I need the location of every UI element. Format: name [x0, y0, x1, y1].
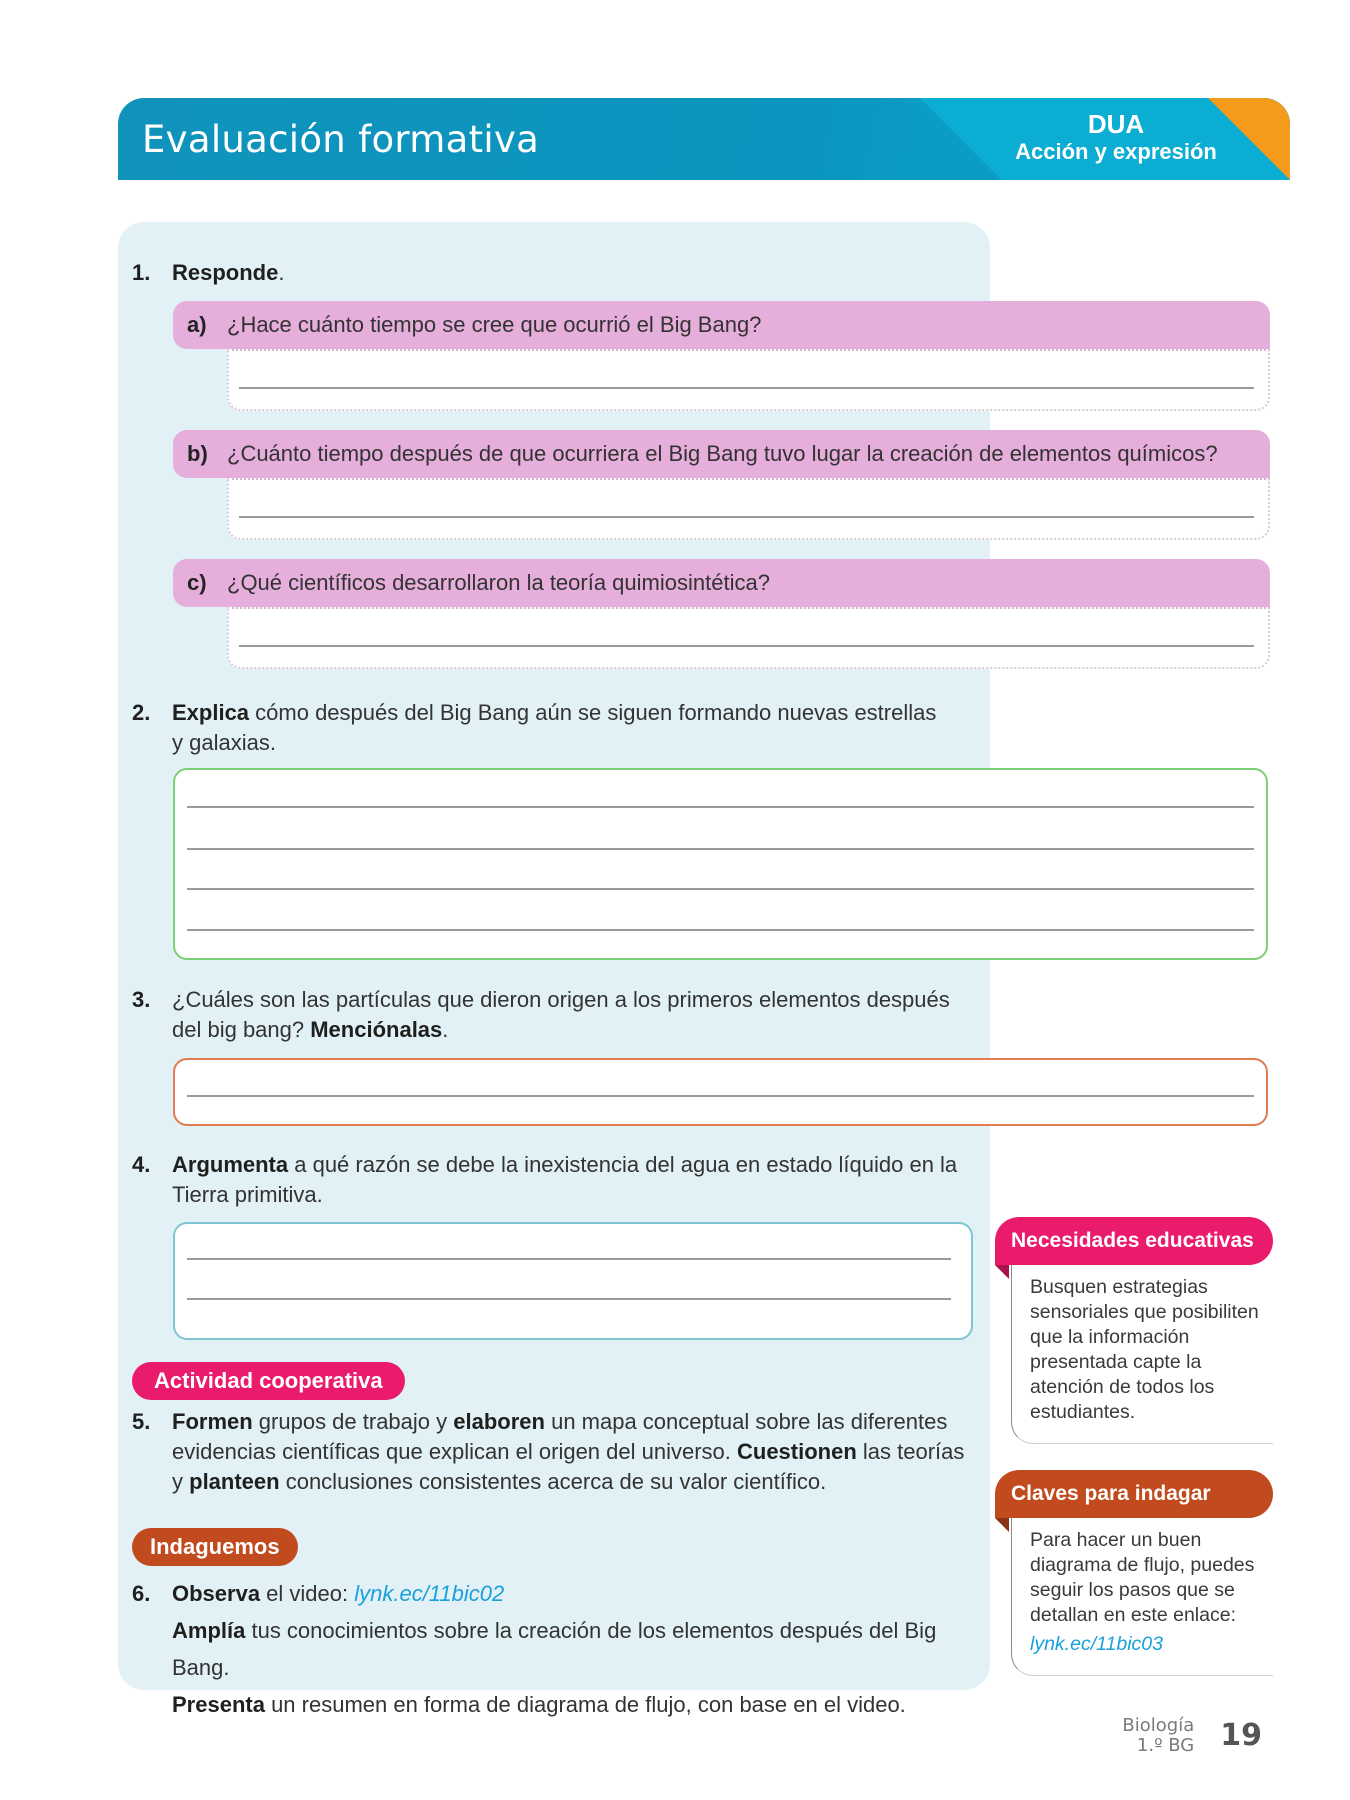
- card-fold: [995, 1518, 1009, 1532]
- answer-line: [187, 1298, 951, 1300]
- claves-para-indagar-card: [995, 1470, 1273, 1676]
- footer-subject: Biología 1.º BG: [1122, 1715, 1195, 1756]
- activity-cooperativa-pill: Actividad cooperativa: [132, 1362, 405, 1400]
- answer-box-c[interactable]: [227, 607, 1270, 669]
- page-number: 19: [1220, 1718, 1262, 1753]
- answer-line: [239, 516, 1254, 518]
- answer-line: [187, 929, 1254, 931]
- header-banner: [118, 98, 1290, 180]
- question-verb: Menciónalas: [310, 1017, 443, 1042]
- page-title: Evaluación formativa: [142, 118, 540, 161]
- card-body: Busquen estrategias sensoriales que posibiliten que la información presentada capte la atención de todos los estudiantes.: [1011, 1265, 1273, 1444]
- question-4: 4. Argumenta a qué razón se debe la inexistencia del agua en estado líquido en la Tierra primitiva.: [132, 1152, 958, 1207]
- question-number: 1.: [132, 260, 151, 285]
- answer-line: [239, 387, 1254, 389]
- answer-line: [187, 848, 1254, 850]
- answer-box-a[interactable]: [227, 349, 1270, 411]
- question-6: 6. Observa el video: lynk.ec/11bic02 Amplía tus conocimientos sobre la creación de los elementos después del Big Bang. Presenta un resumen en forma de diagrama de flujo, con base en el video.: [132, 1575, 992, 1685]
- question-number: 6.: [132, 1581, 151, 1606]
- indaguemos-pill: Indaguemos: [132, 1528, 298, 1566]
- question-verb: Responde: [172, 260, 279, 285]
- video-link[interactable]: lynk.ec/11bic02: [354, 1581, 505, 1606]
- answer-line: [239, 645, 1254, 647]
- answer-box-2[interactable]: [173, 768, 1268, 960]
- card-fold: [995, 1265, 1009, 1279]
- question-number: 5.: [132, 1409, 151, 1434]
- question-verb: Argumenta: [172, 1152, 289, 1177]
- subquestion-c: [173, 559, 1270, 607]
- subquestion-b: [173, 430, 1270, 478]
- answer-line: [187, 888, 1254, 890]
- dua-badge: [1006, 110, 1226, 166]
- dua-title: DUA: [1087, 109, 1145, 139]
- question-2: 2. Explica cómo después del Big Bang aún se siguen formando nuevas estrellas y galaxias.: [132, 700, 937, 755]
- card-title: Claves para indagar: [995, 1470, 1273, 1518]
- question-5: 5. Formen grupos de trabajo y elaboren un mapa conceptual sobre las diferentes evidencias científicas que explican el origen del universo. Cuestionen las teorías y planteen conclusiones consistentes acerca de su valor científico.: [132, 1409, 965, 1494]
- question-number: 2.: [132, 700, 151, 725]
- dua-subtitle: Acción y expresión: [1015, 139, 1217, 164]
- question-1: 1. Responde.: [132, 258, 932, 288]
- answer-line: [187, 1095, 1254, 1097]
- answer-box-4[interactable]: [173, 1222, 973, 1340]
- answer-box-3[interactable]: [173, 1058, 1268, 1126]
- answer-line: [187, 806, 1254, 808]
- answer-box-b[interactable]: [227, 478, 1270, 540]
- question-3: 3. ¿Cuáles son las partículas que dieron origen a los primeros elementos después del big bang? Menciónalas.: [132, 987, 950, 1042]
- question-verb: Explica: [172, 700, 250, 725]
- claves-link[interactable]: lynk.ec/11bic03: [1030, 1633, 1163, 1655]
- subquestion-letter: a): [187, 312, 207, 337]
- card-title: Necesidades educativas: [995, 1217, 1273, 1265]
- subquestion-text: ¿Hace cuánto tiempo se cree que ocurrió el Big Bang?: [227, 312, 762, 337]
- subquestion-a: [173, 301, 1270, 349]
- answer-line: [187, 1258, 951, 1260]
- subquestion-letter: b): [187, 441, 208, 466]
- page-footer: [1122, 1716, 1262, 1756]
- card-body: Para hacer un buen diagrama de flujo, puedes seguir los pasos que se detallan en este enlace: lynk.ec/11bic03: [1011, 1518, 1273, 1676]
- subquestion-letter: c): [187, 570, 207, 595]
- subquestion-text: ¿Cuánto tiempo después de que ocurriera el Big Bang tuvo lugar la creación de elementos químicos?: [227, 441, 1218, 466]
- question-number: 4.: [132, 1152, 151, 1177]
- subquestion-text: ¿Qué científicos desarrollaron la teoría quimiosintética?: [227, 570, 770, 595]
- question-number: 3.: [132, 987, 151, 1012]
- necesidades-educativas-card: [995, 1217, 1273, 1444]
